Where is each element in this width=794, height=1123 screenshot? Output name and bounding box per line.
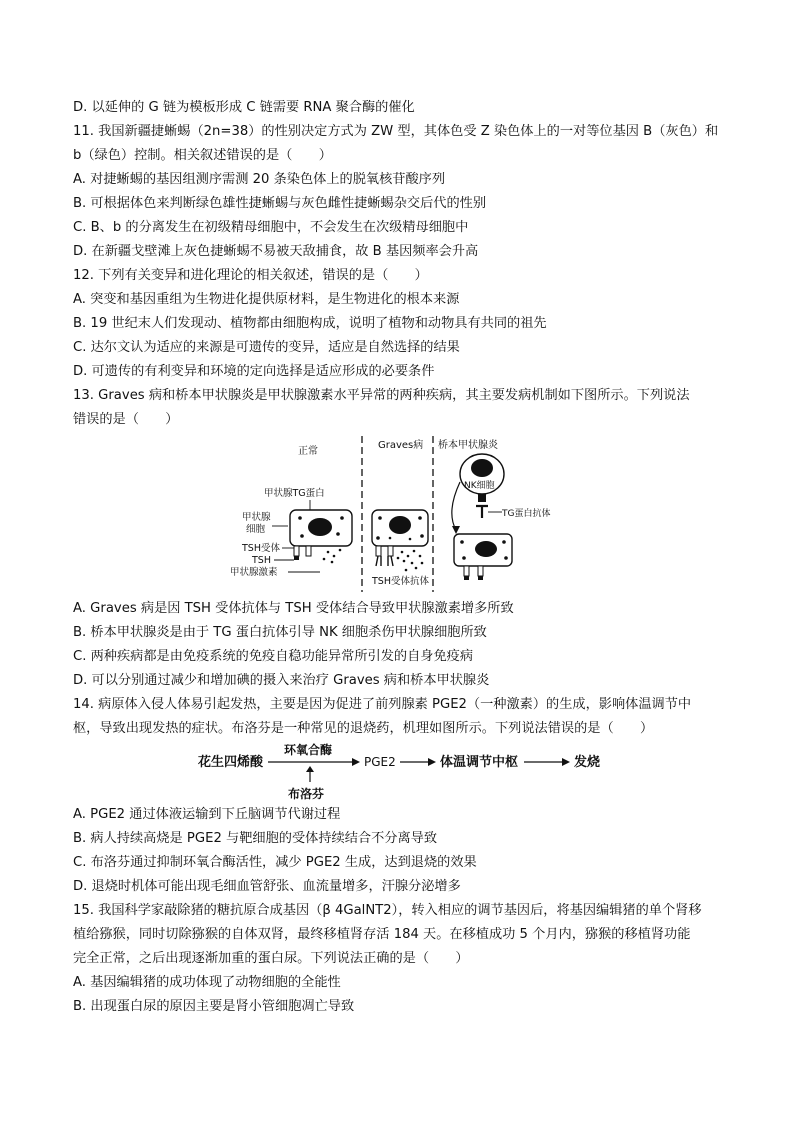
option-14d: D. 退烧时机体可能出现毛细血管舒张、血流量增多，汗腺分泌增多 bbox=[73, 879, 461, 894]
option-13a: A. Graves 病是因 TSH 受体抗体与 TSH 受体结合导致甲状腺激素增多所致 bbox=[73, 601, 514, 616]
question-11-stem-cont: b（绿色）控制。相关叙述错误的是（ ） bbox=[73, 148, 332, 163]
label-thyroid-cell-1: 甲状腺 bbox=[242, 512, 271, 523]
option-14b: B. 病人持续高烧是 PGE2 与靶细胞的受体持续结合不分离导致 bbox=[73, 831, 438, 846]
option-13d: D. 可以分别通过减少和增加碘的摄入来治疗 Graves 病和桥本甲状腺炎 bbox=[73, 673, 490, 688]
option-15a: A. 基因编辑猪的成功体现了动物细胞的全能性 bbox=[73, 975, 341, 990]
label-nk-cell: NK细胞 bbox=[464, 481, 495, 491]
node-pge2: PGE2 bbox=[364, 755, 396, 769]
label-tsh-antibody: TSH受体抗体 bbox=[372, 576, 429, 587]
option-11d: D. 在新疆戈壁滩上灰色捷蜥蜴不易被天敌捕食，故 B 基因频率会升高 bbox=[73, 244, 479, 259]
option-10d: D. 以延伸的 G 链为模板形成 C 链需要 RNA 聚合酶的催化 bbox=[73, 100, 415, 115]
option-11b: B. 可根据体色来判断绿色雄性捷蜥蜴与灰色雌性捷蜥蜴杂交后代的性别 bbox=[73, 196, 487, 211]
nk-cell bbox=[460, 454, 504, 502]
label-thyroid-hormone: 甲状腺激素 bbox=[230, 567, 278, 578]
option-14c: C. 布洛芬通过抑制环氧合酶活性，减少 PGE2 生成，达到退烧的效果 bbox=[73, 855, 477, 870]
option-13c: C. 两种疾病都是由免疫系统的免疫自稳功能异常所引发的自身免疫病 bbox=[73, 649, 474, 664]
panel-title-normal: 正常 bbox=[298, 446, 318, 457]
thyroid-disease-figure bbox=[230, 434, 551, 594]
question-15-stem-cont-2: 完全正常，之后出现逐渐加重的蛋白尿。下列说法正确的是（ ） bbox=[73, 951, 469, 966]
label-tg-antibody: TG蛋白抗体 bbox=[502, 509, 551, 519]
label-thyroid-cell-2: 细胞 bbox=[246, 524, 266, 535]
question-11-stem: 11. 我国新疆捷蜥蜴（2n=38）的性别决定方式为 ZW 型，其体色受 Z 染色体上的一对等位基因 B（灰色）和 bbox=[73, 124, 719, 139]
question-15-stem-cont-1: 植给猕猴，同时切除猕猴的自体双肾，最终移植肾存活 184 天。在移植成功 5 个月内，猕猴的移植肾功能 bbox=[73, 927, 691, 942]
label-tsh: TSH bbox=[252, 555, 271, 566]
panel-title-graves: Graves病 bbox=[378, 440, 424, 451]
question-13-stem: 13. Graves 病和桥本甲状腺炎是甲状腺激素水平异常的两种疾病，其主要发病机制如下图所示。下列说法 bbox=[73, 388, 690, 403]
hashimoto-thyroid-cell bbox=[454, 534, 512, 580]
question-12-stem: 12. 下列有关变异和进化理论的相关叙述，错误的是（ ） bbox=[73, 268, 428, 283]
option-11c: C. B、b 的分离发生在初级精母细胞中，不会发生在次级精母细胞中 bbox=[73, 220, 469, 235]
label-tsh-receptor: TSH受体 bbox=[242, 543, 280, 554]
node-thermoregulation-center: 体温调节中枢 bbox=[440, 755, 519, 770]
option-12a: A. 突变和基因重组为生物进化提供原材料，是生物进化的根本来源 bbox=[73, 292, 460, 307]
label-tg-protein: 甲状腺TG蛋白 bbox=[264, 488, 325, 499]
label-ibuprofen: 布洛芬 bbox=[288, 787, 325, 801]
question-15-stem: 15. 我国科学家敲除猪的糖抗原合成基因（β 4GalNT2），转入相应的调节基因后，将基因编辑猪的单个肾移 bbox=[73, 903, 702, 918]
label-cyclooxygenase: 环氧合酶 bbox=[284, 743, 333, 757]
normal-thyroid-cell bbox=[290, 510, 352, 563]
option-15b: B. 出现蛋白尿的原因主要是肾小管细胞凋亡导致 bbox=[73, 999, 355, 1014]
node-fever: 发烧 bbox=[574, 755, 601, 770]
question-14-stem-cont: 枢，导致出现发热的症状。布洛芬是一种常见的退烧药，机理如图所示。下列说法错误的是（ ） bbox=[73, 721, 654, 736]
option-13b: B. 桥本甲状腺炎是由于 TG 蛋白抗体引导 NK 细胞杀伤甲状腺细胞所致 bbox=[73, 625, 487, 640]
graves-thyroid-cell bbox=[372, 510, 428, 571]
panel-title-hashimoto: 桥本甲状腺炎 bbox=[438, 440, 498, 451]
question-14-stem: 14. 病原体入侵人体易引起发热，主要是因为促进了前列腺素 PGE2（一种激素）的生成，影响体温调节中 bbox=[73, 697, 692, 712]
ibuprofen-mechanism-figure bbox=[192, 742, 612, 800]
option-11a: A. 对捷蜥蜴的基因组测序需测 20 条染色体上的脱氧核苷酸序列 bbox=[73, 172, 446, 187]
option-12b: B. 19 世纪末人们发现动、植物都由细胞构成，说明了植物和动物具有共同的祖先 bbox=[73, 316, 547, 331]
node-arachidonic-acid: 花生四烯酸 bbox=[198, 755, 264, 770]
option-12d: D. 可遗传的有利变异和环境的定向选择是适应形成的必要条件 bbox=[73, 364, 435, 379]
question-13-stem-cont: 错误的是（ ） bbox=[73, 412, 179, 427]
option-14a: A. PGE2 通过体液运输到下丘脑调节代谢过程 bbox=[73, 807, 341, 822]
option-12c: C. 达尔文认为适应的来源是可遗传的变异，适应是自然选择的结果 bbox=[73, 340, 460, 355]
